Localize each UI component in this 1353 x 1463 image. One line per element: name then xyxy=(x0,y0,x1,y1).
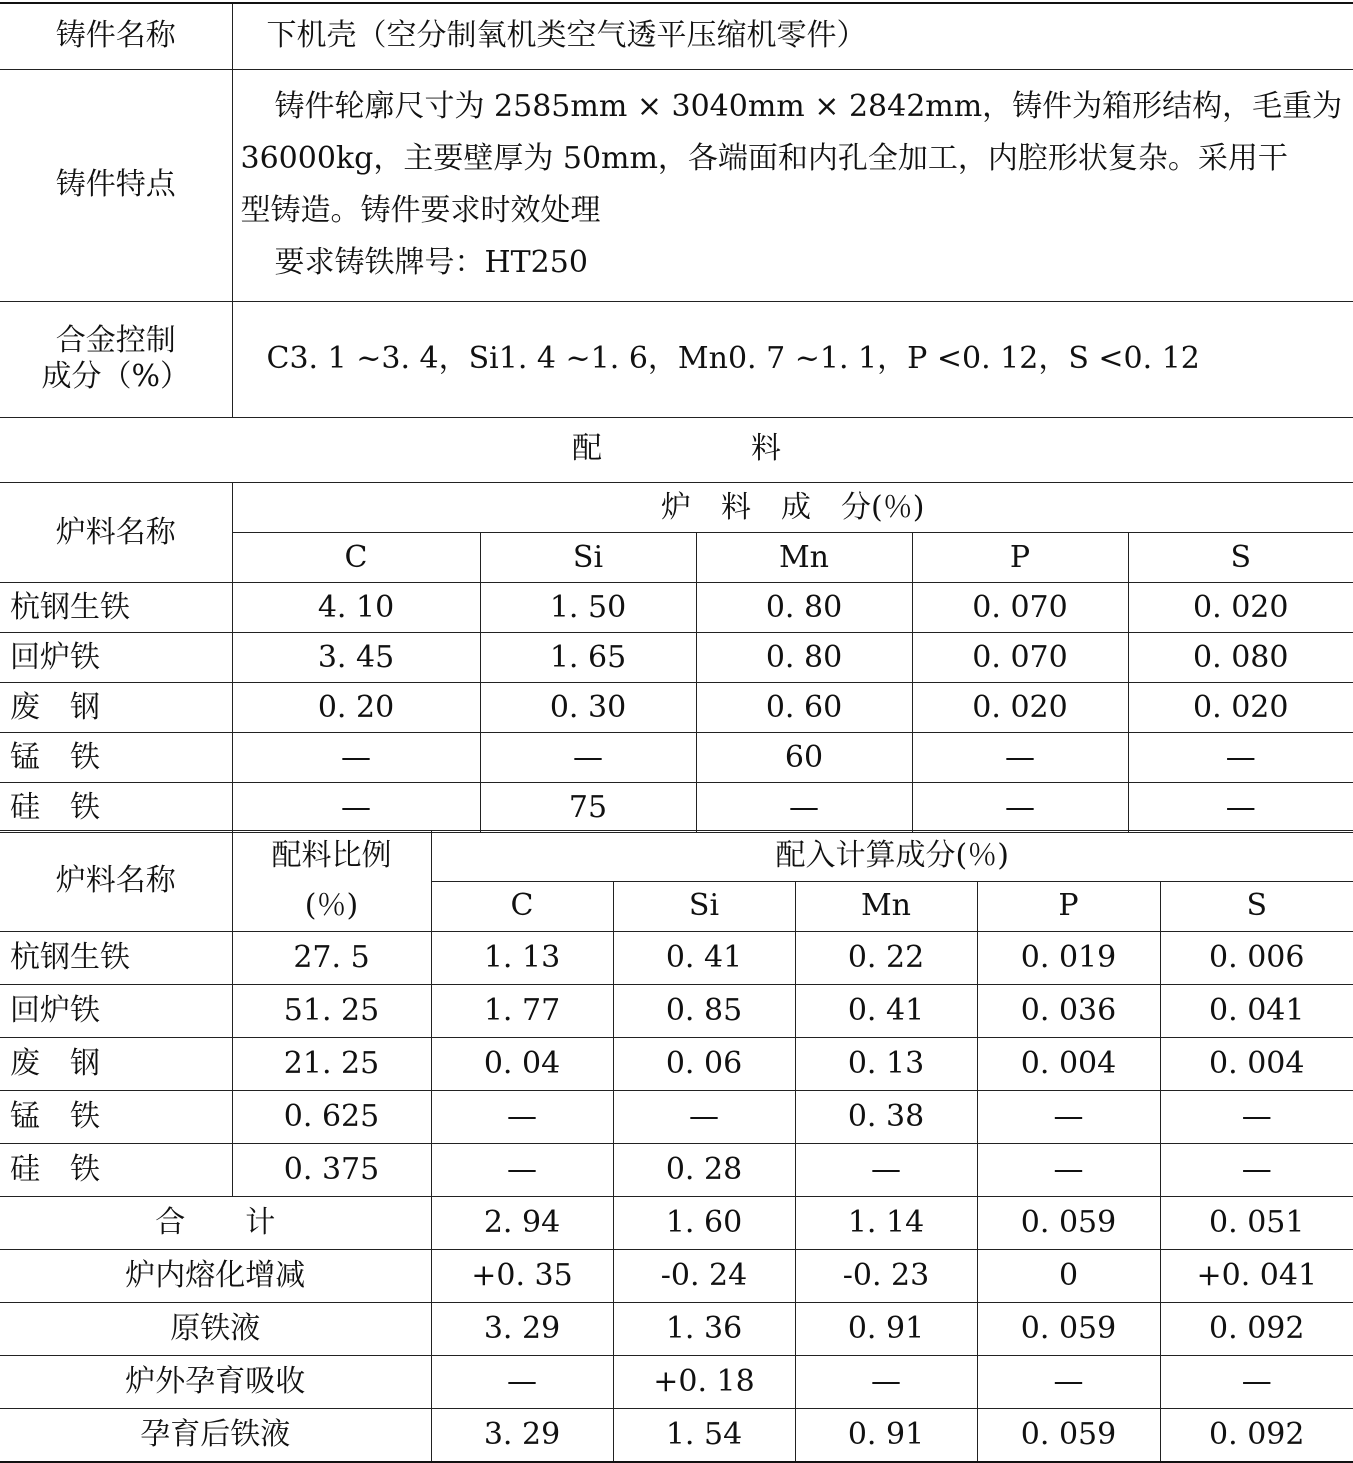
calc-ratio-header xyxy=(232,831,431,932)
value-cell: +0. 18 xyxy=(613,1356,795,1409)
value-cell: — xyxy=(912,783,1128,833)
summary-label-cell: 原铁液 xyxy=(0,1303,431,1356)
value-cell: — xyxy=(977,1091,1160,1144)
feature-line: 型铸造。铸件要求时效处理 xyxy=(240,193,601,228)
calc-body xyxy=(0,932,1353,1197)
value-cell: — xyxy=(431,1091,613,1144)
value-cell: 0 xyxy=(977,1250,1160,1303)
ratio-cell: 0. 375 xyxy=(232,1144,431,1197)
value-cell: 0. 38 xyxy=(795,1091,977,1144)
col-header-mn: Mn xyxy=(696,533,912,583)
value-cell: — xyxy=(1128,783,1353,833)
summary-row xyxy=(0,1409,1353,1462)
value-cell: 0. 019 xyxy=(977,932,1160,985)
ratio-cell: 27. 5 xyxy=(232,932,431,985)
value-cell: 0. 06 xyxy=(613,1038,795,1091)
value-cell: 1. 50 xyxy=(480,583,696,633)
col-header-c: C xyxy=(232,533,480,583)
charge-group-header: 炉 料 成 分(％) xyxy=(232,483,1353,533)
value-cell: -0. 24 xyxy=(613,1250,795,1303)
section-title-char-2: 料 xyxy=(751,431,782,466)
table-row xyxy=(0,633,1353,683)
charge-composition-table xyxy=(0,482,1353,833)
value-cell: 0. 004 xyxy=(977,1038,1160,1091)
summary-label-cell: 合 计 xyxy=(0,1197,431,1250)
value-cell: — xyxy=(232,733,480,783)
value-cell: 0. 60 xyxy=(696,683,912,733)
col-header-si: Si xyxy=(480,533,696,583)
value-cell: 3. 29 xyxy=(431,1409,613,1462)
summary-label-cell: 炉内熔化增减 xyxy=(0,1250,431,1303)
value-cell: 0. 036 xyxy=(977,985,1160,1038)
alloy-composition-label xyxy=(0,301,232,417)
calc-header-row xyxy=(0,831,1353,882)
value-cell: 1. 60 xyxy=(613,1197,795,1250)
value-cell: 3. 45 xyxy=(232,633,480,683)
value-cell: 1. 65 xyxy=(480,633,696,683)
value-cell: — xyxy=(977,1144,1160,1197)
value-cell: 75 xyxy=(480,783,696,833)
calc-col-header-c: C xyxy=(431,881,613,932)
casting-feature-row xyxy=(0,69,1353,301)
material-name-cell: 硅 铁 xyxy=(0,1144,232,1197)
alloy-label-line2: 成分（%） xyxy=(41,359,190,394)
value-cell: — xyxy=(232,783,480,833)
casting-info-table xyxy=(0,2,1353,418)
casting-name-label: 铸件名称 xyxy=(0,3,232,69)
table-row xyxy=(0,932,1353,985)
value-cell: 0. 41 xyxy=(613,932,795,985)
calc-col-header-si: Si xyxy=(613,881,795,932)
value-cell: 0. 006 xyxy=(1160,932,1353,985)
value-cell: — xyxy=(795,1144,977,1197)
section-title xyxy=(0,416,1353,482)
alloy-label-line1: 合金控制 xyxy=(55,323,176,358)
value-cell: 0. 070 xyxy=(912,633,1128,683)
col-header-s: S xyxy=(1128,533,1353,583)
charge-header-row xyxy=(0,483,1353,533)
casting-name-row xyxy=(0,3,1353,69)
material-name-cell: 锰 铁 xyxy=(0,1091,232,1144)
value-cell: — xyxy=(613,1091,795,1144)
value-cell: — xyxy=(1128,733,1353,783)
charge-name-header: 炉料名称 xyxy=(0,483,232,583)
value-cell: 0. 91 xyxy=(795,1409,977,1462)
value-cell: 1. 13 xyxy=(431,932,613,985)
value-cell: 0. 059 xyxy=(977,1303,1160,1356)
value-cell: — xyxy=(1160,1356,1353,1409)
material-name-cell: 硅 铁 xyxy=(0,783,232,833)
value-cell: 0. 22 xyxy=(795,932,977,985)
value-cell: 0. 059 xyxy=(977,1197,1160,1250)
value-cell: 0. 092 xyxy=(1160,1409,1353,1462)
calc-group-header: 配入计算成分(％) xyxy=(431,831,1353,882)
value-cell: +0. 35 xyxy=(431,1250,613,1303)
value-cell: — xyxy=(1160,1144,1353,1197)
value-cell: 2. 94 xyxy=(431,1197,613,1250)
value-cell: 0. 30 xyxy=(480,683,696,733)
value-cell: — xyxy=(431,1144,613,1197)
table-row xyxy=(0,985,1353,1038)
ratio-cell: 21. 25 xyxy=(232,1038,431,1091)
calculated-composition-table xyxy=(0,830,1353,1463)
calc-name-header: 炉料名称 xyxy=(0,831,232,932)
value-cell: 1. 36 xyxy=(613,1303,795,1356)
value-cell: — xyxy=(795,1356,977,1409)
value-cell: 0. 070 xyxy=(912,583,1128,633)
value-cell: 0. 020 xyxy=(1128,583,1353,633)
value-cell: 0. 080 xyxy=(1128,633,1353,683)
ratio-cell: 0. 625 xyxy=(232,1091,431,1144)
material-name-cell: 杭钢生铁 xyxy=(0,932,232,985)
value-cell: 3. 29 xyxy=(431,1303,613,1356)
table-row xyxy=(0,783,1353,833)
ratio-header-line2: (％) xyxy=(304,888,359,923)
calc-col-header-p: P xyxy=(977,881,1160,932)
material-name-cell: 回炉铁 xyxy=(0,985,232,1038)
value-cell: 1. 14 xyxy=(795,1197,977,1250)
ratio-cell: 51. 25 xyxy=(232,985,431,1038)
table-row xyxy=(0,583,1353,633)
value-cell: — xyxy=(977,1356,1160,1409)
value-cell: 0. 04 xyxy=(431,1038,613,1091)
casting-feature-text xyxy=(232,69,1353,301)
value-cell: -0. 23 xyxy=(795,1250,977,1303)
charge-body xyxy=(0,583,1353,833)
table-row xyxy=(0,1091,1353,1144)
value-cell: +0. 041 xyxy=(1160,1250,1353,1303)
feature-line: 要求铸铁牌号：HT250 xyxy=(274,245,588,280)
value-cell: 0. 051 xyxy=(1160,1197,1353,1250)
summary-row xyxy=(0,1197,1353,1250)
value-cell: 0. 13 xyxy=(795,1038,977,1091)
value-cell: 1. 77 xyxy=(431,985,613,1038)
alloy-composition-value: C3. 1 ~3. 4，Si1. 4 ~1. 6，Mn0. 7 ~1. 1，P <0. 12，S <0. 12 xyxy=(232,301,1353,417)
casting-feature-label: 铸件特点 xyxy=(0,69,232,301)
table-row xyxy=(0,733,1353,783)
calc-col-header-mn: Mn xyxy=(795,881,977,932)
material-name-cell: 回炉铁 xyxy=(0,633,232,683)
table-row xyxy=(0,1144,1353,1197)
alloy-composition-row xyxy=(0,301,1353,417)
value-cell: 0. 041 xyxy=(1160,985,1353,1038)
summary-label-cell: 炉外孕育吸收 xyxy=(0,1356,431,1409)
calc-col-header-s: S xyxy=(1160,881,1353,932)
feature-line: 铸件轮廓尺寸为 2585mm × 3040mm × 2842mm，铸件为箱形结构，毛重为 xyxy=(274,89,1343,124)
value-cell: — xyxy=(696,783,912,833)
value-cell: 4. 10 xyxy=(232,583,480,633)
material-name-cell: 杭钢生铁 xyxy=(0,583,232,633)
material-name-cell: 废 钢 xyxy=(0,683,232,733)
value-cell: — xyxy=(480,733,696,783)
value-cell: 0. 004 xyxy=(1160,1038,1353,1091)
value-cell: — xyxy=(1160,1091,1353,1144)
summary-body xyxy=(0,1197,1353,1462)
value-cell: 0. 80 xyxy=(696,633,912,683)
value-cell: 0. 85 xyxy=(613,985,795,1038)
value-cell: — xyxy=(912,733,1128,783)
value-cell: 0. 092 xyxy=(1160,1303,1353,1356)
value-cell: 0. 20 xyxy=(232,683,480,733)
table-row xyxy=(0,683,1353,733)
value-cell: 60 xyxy=(696,733,912,783)
value-cell: — xyxy=(431,1356,613,1409)
value-cell: 0. 80 xyxy=(696,583,912,633)
section-title-char-1: 配 xyxy=(571,431,602,466)
value-cell: 0. 059 xyxy=(977,1409,1160,1462)
value-cell: 0. 020 xyxy=(1128,683,1353,733)
col-header-p: P xyxy=(912,533,1128,583)
ratio-header-line1: 配料比例 xyxy=(271,838,392,873)
summary-row xyxy=(0,1356,1353,1409)
value-cell: 0. 020 xyxy=(912,683,1128,733)
value-cell: 0. 28 xyxy=(613,1144,795,1197)
summary-row xyxy=(0,1250,1353,1303)
casting-name-value: 下机壳（空分制氧机类空气透平压缩机零件） xyxy=(232,3,1353,69)
value-cell: 1. 54 xyxy=(613,1409,795,1462)
feature-line: 36000kg，主要壁厚为 50mm，各端面和内孔全加工，内腔形状复杂。采用干 xyxy=(240,141,1288,176)
summary-row xyxy=(0,1303,1353,1356)
table-row xyxy=(0,1038,1353,1091)
value-cell: 0. 91 xyxy=(795,1303,977,1356)
value-cell: 0. 41 xyxy=(795,985,977,1038)
material-name-cell: 锰 铁 xyxy=(0,733,232,783)
material-name-cell: 废 钢 xyxy=(0,1038,232,1091)
summary-label-cell: 孕育后铁液 xyxy=(0,1409,431,1462)
